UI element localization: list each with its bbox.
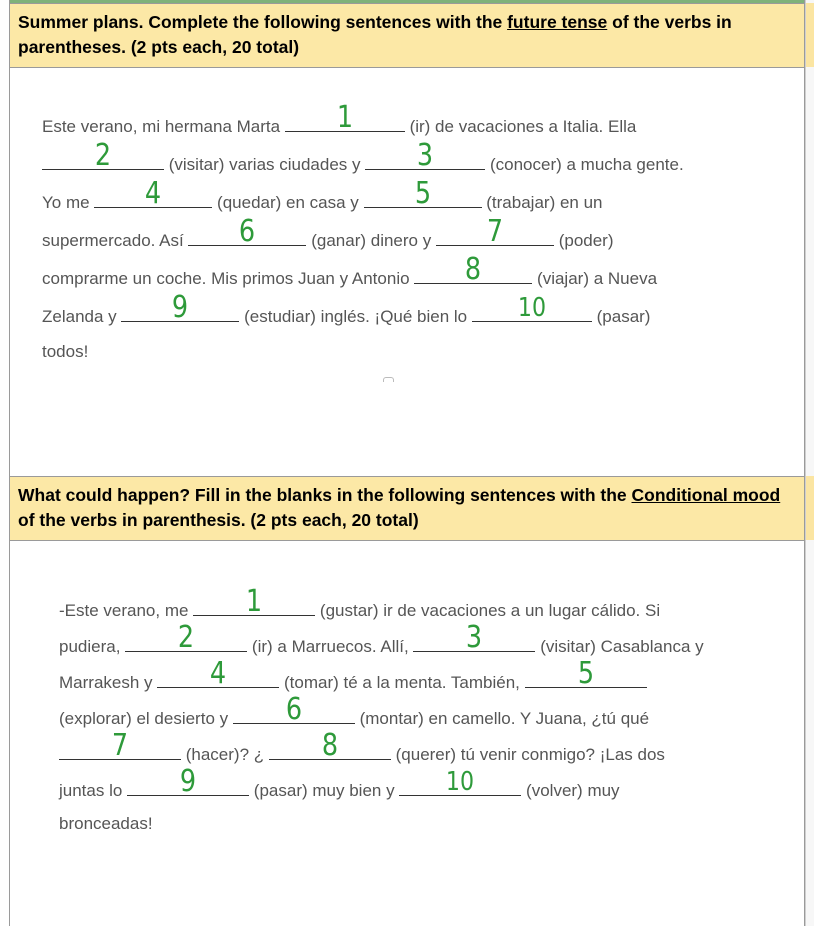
blank-8[interactable] (414, 252, 532, 287)
blank-10[interactable] (472, 293, 592, 323)
answer-7: 7 (486, 214, 504, 249)
blank-c10[interactable] (399, 767, 521, 797)
answer-c4: 4 (210, 656, 227, 691)
answer-c1: 1 (246, 584, 263, 619)
blank-1[interactable] (285, 100, 405, 135)
blank-5[interactable] (364, 176, 482, 211)
blank-c9[interactable] (127, 764, 249, 799)
answer-c3: 3 (466, 620, 483, 655)
blank-c8[interactable] (269, 728, 391, 763)
blank-9[interactable] (121, 290, 239, 325)
answer-9: 9 (172, 290, 189, 325)
blank-c1[interactable] (193, 584, 315, 619)
blank-c2[interactable] (125, 620, 247, 655)
blank-c3[interactable] (413, 620, 535, 655)
blank-3[interactable] (365, 138, 485, 173)
blank-4[interactable] (94, 176, 212, 211)
blank-c4[interactable] (157, 656, 279, 691)
answer-10: 10 (517, 293, 546, 323)
section2-instructions: What could happen? Fill in the blanks in the following sentences with the Conditional mood of the verbs in parenthesis. (2 pts each, 20 total) (10, 476, 804, 541)
blank-7[interactable] (436, 214, 554, 249)
future-tense-term: future tense (507, 12, 608, 32)
blank-c7[interactable] (59, 728, 181, 763)
answer-6: 6 (239, 214, 256, 249)
answer-4: 4 (145, 176, 162, 211)
answer-2: 2 (94, 138, 112, 173)
stray-mark (383, 377, 394, 382)
conditional-mood-term: Conditional mood (631, 485, 781, 505)
answer-5: 5 (414, 176, 431, 211)
blank-2[interactable] (42, 138, 164, 173)
answer-c6: 6 (285, 692, 302, 727)
section1-instructions: Summer plans. Complete the following sentences with the future tense of the verbs in parentheses. (2 pts each, 20 total) (10, 3, 804, 68)
answer-8: 8 (465, 252, 482, 287)
answer-c8: 8 (321, 728, 339, 763)
answer-c2: 2 (178, 620, 195, 655)
answer-c10: 10 (446, 767, 475, 797)
answer-3: 3 (417, 138, 434, 173)
blank-c5[interactable] (525, 656, 647, 691)
blank-c6[interactable] (233, 692, 355, 727)
answer-c5: 5 (577, 656, 594, 691)
answer-1: 1 (336, 100, 353, 135)
answer-c9: 9 (179, 764, 197, 799)
answer-c7: 7 (111, 728, 129, 763)
blank-6[interactable] (188, 214, 306, 249)
adjacent-column (805, 0, 814, 926)
